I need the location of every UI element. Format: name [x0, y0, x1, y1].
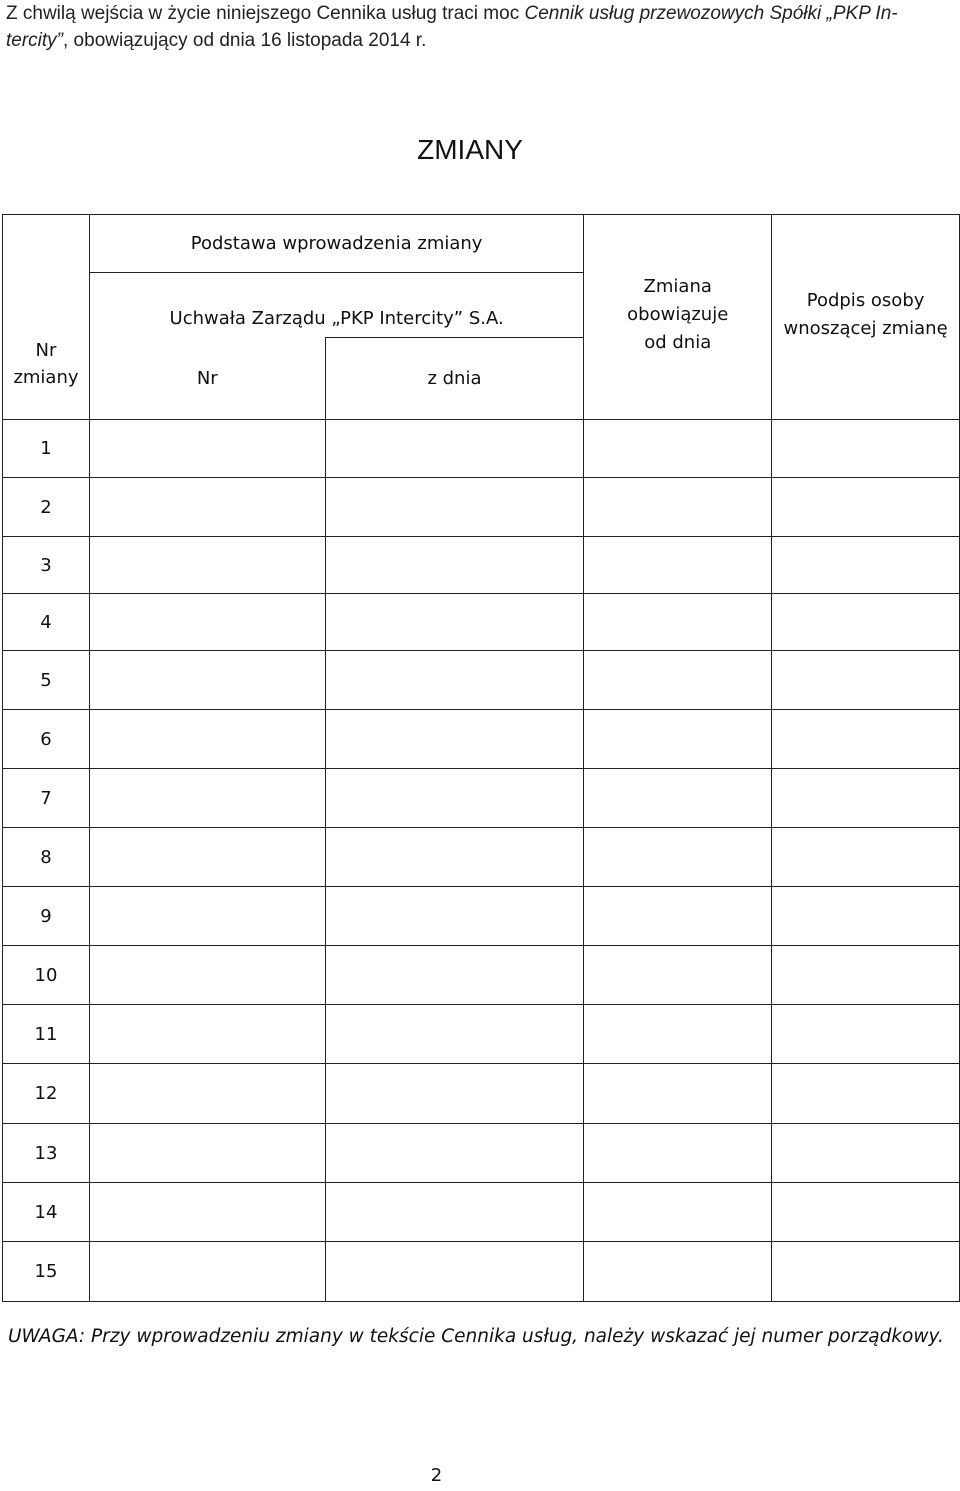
signature-cell[interactable]	[772, 828, 960, 887]
signature-cell[interactable]	[772, 1005, 960, 1064]
row-number-cell: 2	[3, 478, 90, 537]
row-number-cell: 4	[3, 594, 90, 651]
row-number-cell: 15	[3, 1242, 90, 1302]
effective-date-cell[interactable]	[584, 1005, 772, 1064]
row-number-cell: 14	[3, 1183, 90, 1242]
signature-cell[interactable]	[772, 1183, 960, 1242]
effective-date-cell[interactable]	[584, 594, 772, 651]
header-podstawa: Podstawa wprowadzenia zmiany	[89, 215, 583, 273]
uchwala-nr-cell[interactable]	[89, 478, 325, 537]
intro-text-4: , obowiązujący od dnia 16 listopada 2014 r.	[63, 30, 427, 51]
effective-date-cell[interactable]	[584, 1064, 772, 1124]
uchwala-nr-cell[interactable]	[89, 1124, 325, 1183]
uchwala-nr-cell[interactable]	[89, 1064, 325, 1124]
effective-date-cell[interactable]	[584, 710, 772, 769]
signature-cell[interactable]	[772, 946, 960, 1005]
row-number-cell: 12	[3, 1064, 90, 1124]
changes-table	[2, 214, 960, 1302]
note-uwaga: UWAGA: Przy wprowadzeniu zmiany w tekście Cennika usług, należy wskazać jej numer porządkowy.	[8, 1326, 944, 1347]
row-number-cell: 11	[3, 1005, 90, 1064]
header-nr-zmiany-line1: Nr	[35, 340, 57, 361]
header-podpis	[772, 215, 960, 420]
uchwala-date-cell[interactable]	[325, 828, 584, 887]
header-podpis-line1: Podpis osoby	[806, 290, 925, 311]
uchwala-date-cell[interactable]	[325, 420, 584, 478]
signature-cell[interactable]	[772, 1242, 960, 1302]
effective-date-cell[interactable]	[584, 769, 772, 828]
effective-date-cell[interactable]	[584, 1242, 772, 1302]
page-number: 2	[430, 1465, 443, 1486]
table-row	[3, 537, 960, 594]
row-number-cell: 5	[3, 651, 90, 710]
signature-cell[interactable]	[772, 710, 960, 769]
uchwala-date-cell[interactable]	[325, 1124, 584, 1183]
uchwala-nr-cell[interactable]	[89, 946, 325, 1005]
table-row	[3, 710, 960, 769]
signature-cell[interactable]	[772, 1064, 960, 1124]
uchwala-date-cell[interactable]	[325, 769, 584, 828]
signature-cell[interactable]	[772, 594, 960, 651]
uchwala-nr-cell[interactable]	[89, 1242, 325, 1302]
effective-date-cell[interactable]	[584, 420, 772, 478]
row-number-cell: 10	[3, 946, 90, 1005]
table-row	[3, 1005, 960, 1064]
header-nr: Nr	[89, 338, 325, 420]
header-zmiana-line1: Zmiana	[643, 276, 712, 297]
uchwala-date-cell[interactable]	[325, 594, 584, 651]
header-nr-zmiany	[3, 215, 90, 420]
intro-text-3: tercity”	[6, 30, 63, 51]
signature-cell[interactable]	[772, 1124, 960, 1183]
uchwala-nr-cell[interactable]	[89, 769, 325, 828]
effective-date-cell[interactable]	[584, 828, 772, 887]
intro-text-1: Z chwilą wejścia w życie niniejszego Cennika usług traci moc	[6, 3, 525, 24]
header-z-dnia: z dnia	[325, 338, 584, 420]
uchwala-date-cell[interactable]	[325, 1183, 584, 1242]
page-title: ZMIANY	[417, 134, 523, 165]
uchwala-date-cell[interactable]	[325, 478, 584, 537]
table-row	[3, 1183, 960, 1242]
table-row	[3, 1242, 960, 1302]
intro-text-2: Cennik usług przewozowych Spółki „PKP In-	[524, 3, 898, 24]
header-nr-zmiany-line2: zmiany	[13, 367, 79, 388]
header-zmiana-obowiazuje	[584, 215, 772, 420]
signature-cell[interactable]	[772, 651, 960, 710]
table-row	[3, 1064, 960, 1124]
table-row	[3, 946, 960, 1005]
signature-cell[interactable]	[772, 478, 960, 537]
uchwala-nr-cell[interactable]	[89, 828, 325, 887]
table-row	[3, 769, 960, 828]
header-zmiana-line2: obowiązuje	[627, 304, 729, 325]
uchwala-nr-cell[interactable]	[89, 651, 325, 710]
table-row	[3, 478, 960, 537]
row-number-cell: 3	[3, 537, 90, 594]
row-number-cell: 8	[3, 828, 90, 887]
uchwala-nr-cell[interactable]	[89, 1005, 325, 1064]
effective-date-cell[interactable]	[584, 1124, 772, 1183]
table-row	[3, 594, 960, 651]
signature-cell[interactable]	[772, 420, 960, 478]
table-row	[3, 1124, 960, 1183]
uchwala-nr-cell[interactable]	[89, 420, 325, 478]
uchwala-date-cell[interactable]	[325, 651, 584, 710]
row-number-cell: 6	[3, 710, 90, 769]
signature-cell[interactable]	[772, 537, 960, 594]
signature-cell[interactable]	[772, 769, 960, 828]
uchwala-nr-cell[interactable]	[89, 887, 325, 946]
row-number-cell: 7	[3, 769, 90, 828]
row-number-cell: 9	[3, 887, 90, 946]
effective-date-cell[interactable]	[584, 651, 772, 710]
effective-date-cell[interactable]	[584, 887, 772, 946]
table-row	[3, 651, 960, 710]
uchwala-date-cell[interactable]	[325, 1064, 584, 1124]
uchwala-nr-cell[interactable]	[89, 710, 325, 769]
uchwala-date-cell[interactable]	[325, 887, 584, 946]
uchwala-date-cell[interactable]	[325, 1005, 584, 1064]
uchwala-nr-cell[interactable]	[89, 1183, 325, 1242]
intro-paragraph	[6, 0, 958, 54]
uchwala-date-cell[interactable]	[325, 710, 584, 769]
effective-date-cell[interactable]	[584, 1183, 772, 1242]
header-uchwala: Uchwała Zarządu „PKP Intercity” S.A.	[89, 273, 583, 338]
uchwala-nr-cell[interactable]	[89, 537, 325, 594]
signature-cell[interactable]	[772, 887, 960, 946]
row-number-cell: 13	[3, 1124, 90, 1183]
effective-date-cell[interactable]	[584, 537, 772, 594]
header-zmiana-line3: od dnia	[644, 332, 712, 353]
uchwala-date-cell[interactable]	[325, 1242, 584, 1302]
header-podpis-line2: wnoszącej zmianę	[783, 318, 948, 339]
table-row	[3, 420, 960, 478]
effective-date-cell[interactable]	[584, 478, 772, 537]
table-row	[3, 887, 960, 946]
row-number-cell: 1	[3, 420, 90, 478]
table-row	[3, 828, 960, 887]
uchwala-date-cell[interactable]	[325, 537, 584, 594]
effective-date-cell[interactable]	[584, 946, 772, 1005]
uchwala-date-cell[interactable]	[325, 946, 584, 1005]
uchwala-nr-cell[interactable]	[89, 594, 325, 651]
